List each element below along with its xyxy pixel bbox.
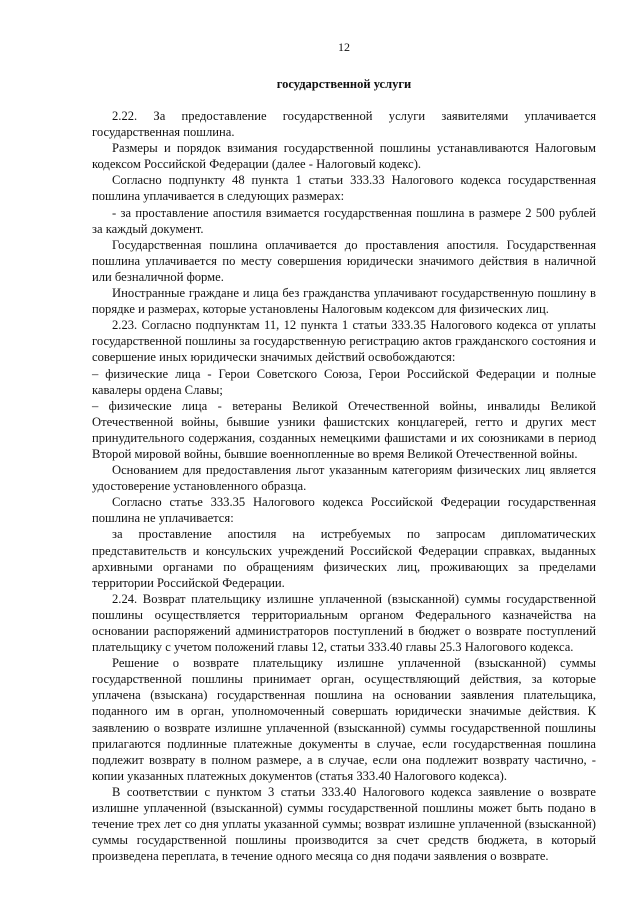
section-title: государственной услуги bbox=[276, 77, 412, 91]
paragraph-refund-deadline: В соответствии с пунктом 3 статьи 333.40 Налогового кодекса заявление о возврате излишне уплаченной (взысканной) суммы государственной пошлины может быть подано в течение трех лет со дня уплаты указанной суммы; возврат излишне уплаченной (взысканной) суммы государственной пошлины производится за счет средств бюджета, в который произведена переплата, в течение одного месяца со дня подачи заявления о возврате. bbox=[92, 784, 596, 864]
paragraph-2-24: 2.24. Возврат плательщику излишне уплаченной (взысканной) суммы государственной пошлины осуществляется территориальным органом Федерального казначейства на основании распоряжений администраторов поступлений в бюджет о возврате поступлений плательщику с учетом положений главы 12, статьи 333.40 главы 25.3 Налогового кодекса. bbox=[92, 591, 596, 655]
paragraph-refund-decision: Решение о возврате плательщику излишне уплаченной (взысканной) суммы государственной пошлины принимает орган, осуществляющий действия, за которые уплачена (взыскана) государственная пошлина на основании заявления плательщика, поданного им в орган, уполномоченный совершать юридически значимые действия. К заявлению о возврате излишне уплаченной (взысканной) суммы государственной пошлины прилагаются подлинные платежные документы в случае, если государственная пошлина подлежит возврату в полном размере, а в случае, если она подлежит возврату частично, - копии указанных платежных документов (статья 333.40 Налогового кодекса). bbox=[92, 656, 596, 783]
paragraph-benefit-basis: Основанием для предоставления льгот указанным категориям физических лиц является удостоверение установленного образца. bbox=[92, 463, 596, 494]
page-number: 12 bbox=[338, 40, 350, 54]
list-item-veterans: – физические лица - ветераны Великой Отечественной войны, инвалиды Великой Отечественной войны, бывшие узники фашистских концлагерей, гетто и других мест принудительного содержания, созданных немецкими фашистами и их союзниками в период Второй мировой войны, бывшие военнопленные во время Великой Отечественной войны. bbox=[92, 398, 596, 461]
paragraph-apostille-fee: - за проставление апостиля взимается государственная пошлина в размере 2 500 рублей за каждый документ. bbox=[92, 205, 596, 236]
paragraph-2-22: 2.22. За предоставление государственной услуги заявителями уплачивается государственная пошлина. bbox=[92, 109, 596, 140]
paragraph-foreign-citizens: Иностранные граждане и лица без гражданства уплачивают государственную пошлину в порядке и размерах, которые установлены Налоговым кодексом для физических лиц. bbox=[92, 286, 596, 317]
list-item-heroes: – физические лица - Герои Советского Союза, Герои Российской Федерации и полные кавалеры ордена Славы; bbox=[92, 366, 596, 397]
paragraph-fee-rules: Размеры и порядок взимания государственной пошлины устанавливаются Налоговым кодексом Российской Федерации (далее - Налоговый кодекс). bbox=[92, 141, 596, 172]
paragraph-payment-timing: Государственная пошлина оплачивается до проставления апостиля. Государственная пошлина уплачивается по месту совершения юридически значимого действия в наличной или безналичной форме. bbox=[92, 237, 596, 284]
paragraph-fee-amounts: Согласно подпункту 48 пункта 1 статьи 333.33 Налогового кодекса государственная пошлина уплачивается в следующих размерах: bbox=[92, 173, 596, 204]
paragraph-diplomatic-requests: за проставление апостиля на истребуемых по запросам дипломатических представительств и консульских учреждений Российской Федерации справках, выданных архивными органами по обращениям физических лиц, проживающих за пределами территории Российской Федерации. bbox=[92, 527, 596, 590]
paragraph-no-fee: Согласно статье 333.35 Налогового кодекса Российской Федерации государственная пошлина не уплачивается: bbox=[92, 495, 596, 526]
paragraph-2-23: 2.23. Согласно подпунктам 11, 12 пункта 1 статьи 333.35 Налогового кодекса от уплаты государственной пошлины за государственную регистрацию актов гражданского состояния и совершение иных юридически значимых действий освобождаются: bbox=[92, 318, 596, 365]
